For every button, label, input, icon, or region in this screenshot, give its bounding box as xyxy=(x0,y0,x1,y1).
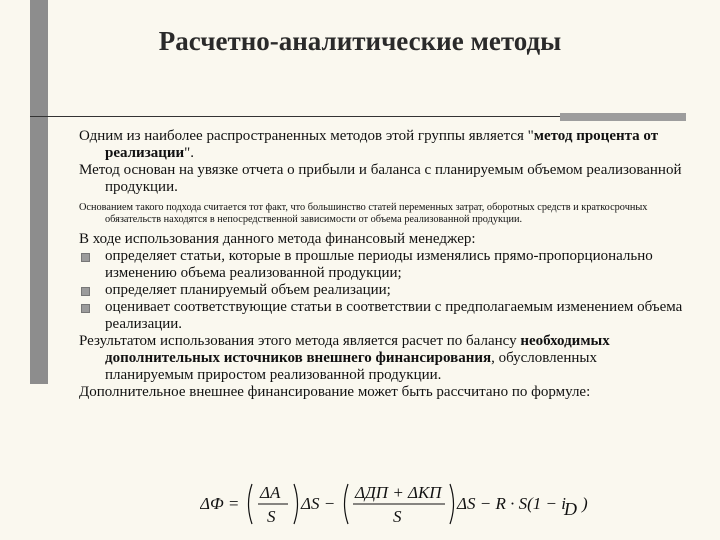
formula-fraction2-denominator: S xyxy=(393,507,402,526)
formula-right-paren xyxy=(294,484,298,524)
formula-graphic xyxy=(200,478,600,530)
formula-left-paren xyxy=(249,484,253,524)
square-bullet-icon xyxy=(81,304,90,313)
formula-tail-term: ΔS − R · S(1 − i xyxy=(457,494,566,513)
slide-body xyxy=(79,128,689,401)
paragraph-text: Одним из наиболее распространенных методов этой группы является " xyxy=(79,128,534,144)
paragraph-method-basis: Метод основан на увязке отчета о прибыли и баланса с планируемым объемом реализованной продукции. xyxy=(79,162,682,195)
paragraph-text: Результатом использования этого метода является расчет по балансу xyxy=(79,333,521,349)
list-item xyxy=(79,248,689,282)
formula-fraction2-numerator: ΔДП + ΔКП xyxy=(355,483,442,502)
square-bullet-icon xyxy=(81,253,90,262)
list-item-text: оценивает соответствующие статьи в соответствии с предполагаемым изменением объема реализации. xyxy=(105,299,683,332)
formula-close-paren: ) xyxy=(582,494,588,513)
financing-formula xyxy=(200,478,600,530)
paragraph-formula-intro: Дополнительное внешнее финансирование может быть рассчитано по формуле: xyxy=(79,384,591,400)
square-bullet-icon xyxy=(81,287,90,296)
paragraph-approach-basis: Основанием такого подхода считается тот факт, что большинство статей переменных затрат, оборотных средств и краткосрочных обязательств находятся в непосредственной зависимости от объема реализованной продукции. xyxy=(79,202,648,225)
formula-middle-term: ΔS − xyxy=(301,494,336,513)
paragraph-method-intro xyxy=(79,128,689,162)
method-name-emphasis: метод процента от реализации xyxy=(105,128,659,161)
left-decorative-bar xyxy=(30,0,48,384)
paragraph-method-result xyxy=(79,333,689,384)
list-item xyxy=(79,282,689,299)
formula-lhs: ΔФ = xyxy=(200,494,240,513)
paragraph-text: , обусловленных планируемым приростом реализованной продукции. xyxy=(105,350,597,383)
list-item-text: определяет статьи, которые в прошлые периоды изменялись прямо-пропорционально изменению объема реализованной продукции; xyxy=(105,248,653,281)
formula-subscript: D xyxy=(564,499,577,519)
paragraph-text: ". xyxy=(184,145,195,161)
list-item xyxy=(79,299,689,333)
paragraph-manager-steps-intro: В ходе использования данного метода финансовый менеджер: xyxy=(79,231,476,247)
external-financing-emphasis: необходимых дополнительных источников внешнего финансирования xyxy=(105,333,610,366)
slide-title: Расчетно-аналитические методы xyxy=(158,26,562,56)
formula-fraction1-denominator: S xyxy=(267,507,276,526)
formula-left-paren xyxy=(345,484,349,524)
formula-right-paren xyxy=(450,484,454,524)
formula-fraction1-numerator: ΔA xyxy=(260,483,281,502)
list-item-text: определяет планируемый объем реализации; xyxy=(105,282,391,298)
title-divider-accent xyxy=(560,113,686,121)
